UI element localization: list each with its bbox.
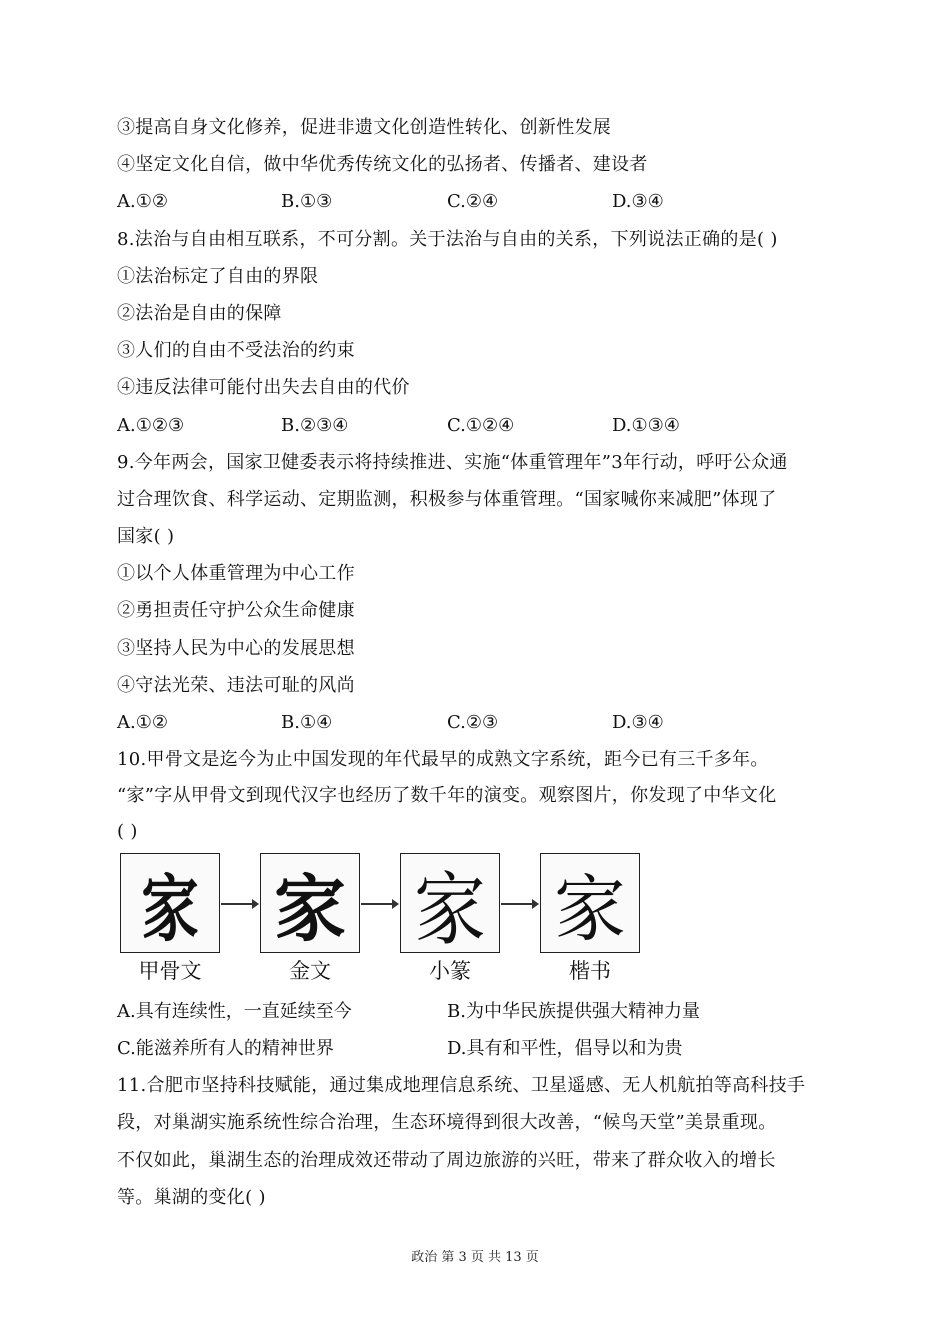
q9-stem-line-1: 9.今年两会，国家卫健委表示将持续推进、实施“体重管理年”3年行动，呼吁公众通	[117, 452, 788, 473]
q9-stem-line-3: 国家( )	[117, 526, 175, 547]
q9-item-2: ②勇担责任守护公众生命健康	[117, 600, 355, 621]
q9-stem-line-2: 过合理饮食、科学运动、定期监测，积极参与体重管理。“国家喊你来减肥”体现了	[117, 489, 777, 510]
q9-option-a[interactable]: A.①②	[117, 712, 168, 733]
q8-option-c[interactable]: C.①②④	[447, 415, 515, 436]
q9-item-1: ①以个人体重管理为中心工作	[117, 563, 355, 584]
arrow-icon	[361, 903, 393, 905]
q11-stem-line-2: 段，对巢湖实施系统性综合治理，生态环境得到很大改善，“候鸟天堂”美景重现。	[117, 1112, 777, 1133]
oracle-bone-glyph-box	[120, 853, 220, 953]
q9-option-c[interactable]: C.②③	[447, 712, 499, 733]
q9-item-3: ③坚持人民为中心的发展思想	[117, 638, 355, 659]
caption-bronze: 金文	[289, 959, 331, 983]
q7-item-4: ④坚定文化自信，做中华优秀传统文化的弘扬者、传播者、建设者	[117, 154, 648, 175]
q8-option-b[interactable]: B.②③④	[281, 415, 349, 436]
q11-stem-line-1: 11.合肥市坚持科技赋能，通过集成地理信息系统、卫星遥感、无人机航拍等高科技手	[117, 1075, 806, 1096]
q7-option-d[interactable]: D.③④	[612, 191, 664, 212]
q8-stem: 8.法治与自由相互联系，不可分割。关于法治与自由的关系，下列说法正确的是( )	[117, 229, 778, 250]
q9-option-d[interactable]: D.③④	[612, 712, 664, 733]
q8-item-2: ②法治是自由的保障	[117, 303, 282, 324]
regular-script-glyph-box	[540, 853, 640, 953]
q10-option-b[interactable]: B.为中华民族提供强大精神力量	[447, 1001, 700, 1022]
arrow-icon	[501, 903, 533, 905]
q10-option-a[interactable]: A.具有连续性，一直延续至今	[117, 1001, 352, 1022]
arrow-icon	[221, 903, 253, 905]
oracle-bone-glyph: 家	[141, 867, 199, 951]
caption-oracle-bone: 甲骨文	[138, 959, 202, 983]
q7-option-b[interactable]: B.①③	[281, 191, 333, 212]
bronze-glyph: 家	[273, 867, 346, 951]
caption-regular-script: 楷书	[569, 959, 611, 983]
q7-item-3: ③提高自身文化修养，促进非遗文化创造性转化、创新性发展	[117, 117, 612, 138]
q10-option-c[interactable]: C.能滋养所有人的精神世界	[117, 1038, 334, 1059]
q8-option-a[interactable]: A.①②③	[117, 415, 185, 436]
q8-item-4: ④违反法律可能付出失去自由的代价	[117, 377, 410, 398]
q8-option-d[interactable]: D.①③④	[612, 415, 680, 436]
q7-option-a[interactable]: A.①②	[117, 191, 168, 212]
seal-glyph-box	[400, 853, 500, 953]
q9-item-4: ④守法光荣、违法可耻的风尚	[117, 675, 355, 696]
q8-item-1: ①法治标定了自由的界限	[117, 266, 319, 287]
q7-option-c[interactable]: C.②④	[447, 191, 499, 212]
q11-stem-line-3: 不仅如此，巢湖生态的治理成效还带动了周边旅游的兴旺，带来了群众收入的增长	[117, 1150, 776, 1171]
q10-stem-line-1: 10.甲骨文是迄今为止中国发现的年代最早的成熟文字系统，距今已有三千多年。	[117, 749, 769, 770]
bronze-glyph-box	[260, 853, 360, 953]
caption-seal: 小篆	[429, 959, 471, 983]
q10-stem-line-3: ( )	[117, 821, 138, 842]
q10-stem-line-2: “家”字从甲骨文到现代汉字也经历了数千年的演变。观察图片，你发现了中华文化	[117, 785, 777, 806]
character-evolution-figure	[115, 850, 645, 990]
regular-script-glyph: 家	[553, 867, 626, 951]
q9-option-b[interactable]: B.①④	[281, 712, 333, 733]
q10-option-d[interactable]: D.具有和平性，倡导以和为贵	[447, 1038, 683, 1059]
seal-glyph: 家	[413, 866, 486, 955]
q8-item-3: ③人们的自由不受法治的约束	[117, 340, 355, 361]
page-footer: 政治 第 3 页 共 13 页	[411, 1250, 539, 1265]
q11-stem-line-4: 等。巢湖的变化( )	[117, 1187, 266, 1208]
